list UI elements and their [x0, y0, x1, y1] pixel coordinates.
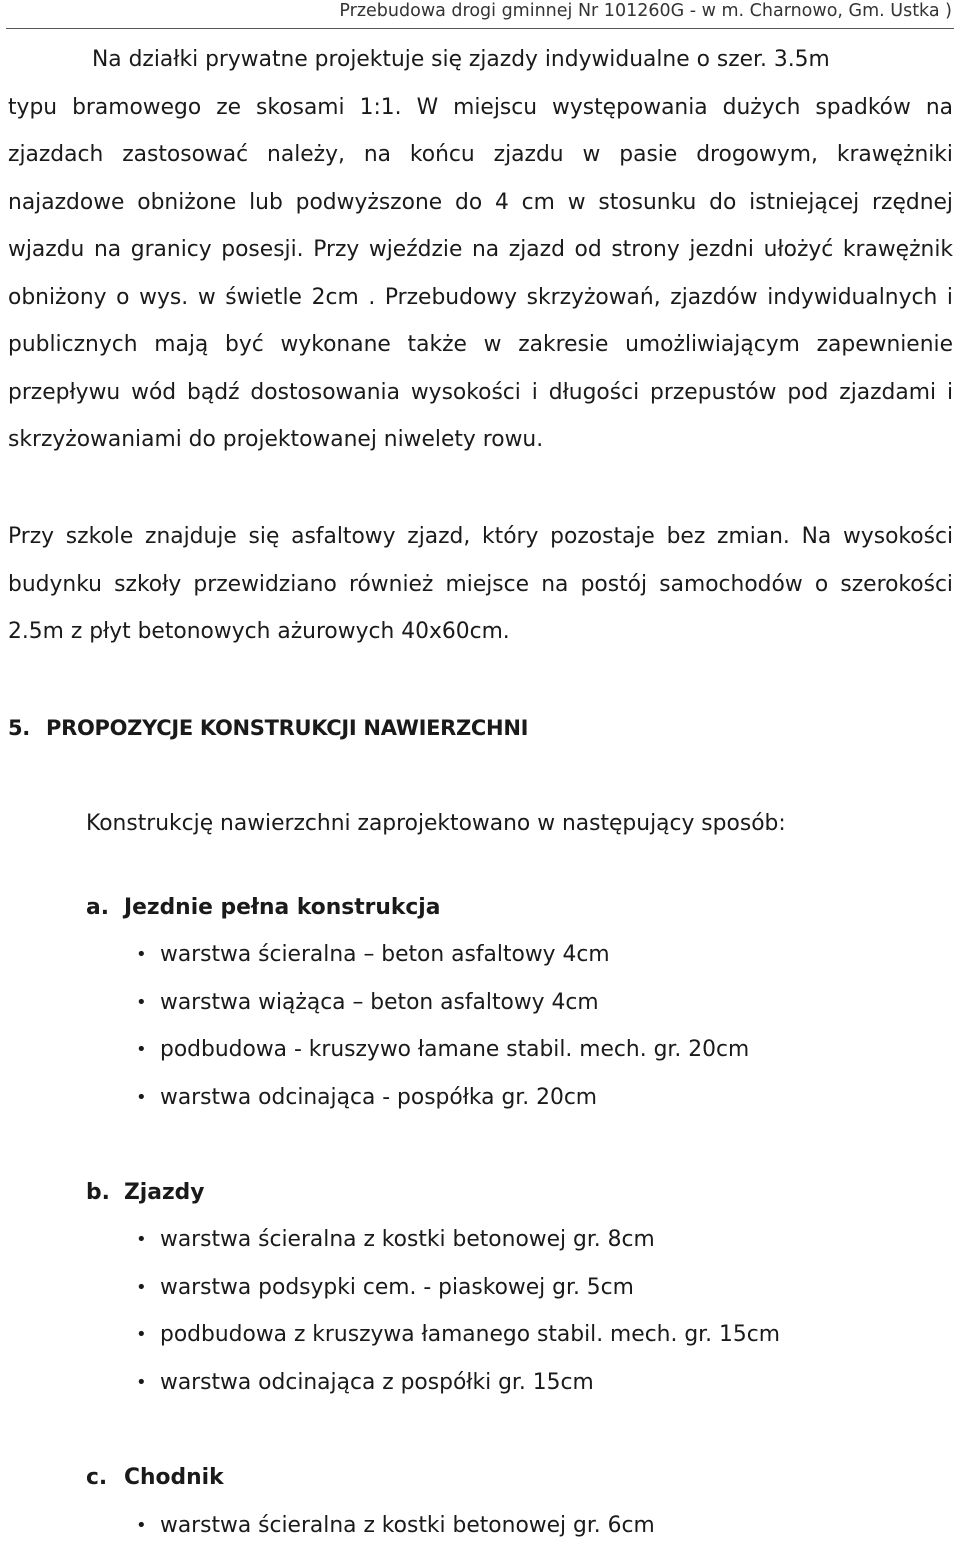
paragraph-school: [8, 513, 953, 656]
running-header: Przebudowa drogi gminnej Nr 101260G - w m. Charnowo, Gm. Ustka ): [339, 1, 952, 21]
layer-list-c: [136, 1508, 655, 1556]
bullet-icon: •: [136, 1229, 147, 1250]
list-item: [136, 1080, 749, 1128]
bullet-icon: •: [136, 1276, 147, 1298]
bullet-icon: •: [136, 944, 147, 965]
list-item: [136, 1222, 780, 1270]
list-item-text: podbudowa z kruszywa łamanego stabil. mech. gr. 15cm: [160, 1322, 780, 1347]
paragraph-continuation: typu bramowego ze skosami 1:1. W miejscu występowania dużych spadków na zjazdach zastosować należy, na końcu zjazdu w pasie drogowym, krawężniki najazdowe obniżone lub podwyższone do 4 cm w stosunku do istniejącej rzędnej wjazdu na granicy posesji. Przy wjeździe na zjazd od strony jezdni ułożyć krawężnik obniżony o wys. w świetle 2cm . Przebudowy skrzyżowań, zjazdów indywidualnych i publicznych mają być wykonane także w zakresie umożliwiającym zapewnienie przepływu wód bądź dostosowania wysokości i długości przepustów pod zjazdami i skrzyżowaniami do projektowanej niwelety rowu.: [8, 94, 953, 452]
section-title: PROPOZYCJE KONSTRUKCJI NAWIERZCHNI: [46, 716, 529, 740]
list-item-text: warstwa podsypki cem. - piaskowej gr. 5cm: [160, 1274, 634, 1300]
list-item: [136, 1508, 655, 1556]
layer-list-a: [136, 937, 749, 1127]
bullet-icon: •: [136, 1371, 147, 1393]
subsection-title: Chodnik: [124, 1465, 224, 1490]
list-item-text: podbudowa - kruszywo łamane stabil. mech. gr. 20cm: [160, 1037, 750, 1062]
section-heading: [8, 710, 528, 746]
section-intro: Konstrukcję nawierzchni zaprojektowano w następujący sposób:: [86, 811, 786, 836]
section-number: 5.: [8, 716, 30, 740]
list-item-text: warstwa odcinająca z pospółki gr. 15cm: [160, 1369, 594, 1395]
subsection-heading-c: [86, 1460, 224, 1496]
list-item-text: warstwa wiążąca – beton asfaltowy 4cm: [160, 989, 599, 1015]
list-item-text: warstwa ścieralna z kostki betonowej gr. 6cm: [160, 1513, 655, 1538]
list-item-text: warstwa ścieralna – beton asfaltowy 4cm: [160, 942, 610, 967]
list-item-text: warstwa ścieralna z kostki betonowej gr. 8cm: [160, 1227, 655, 1252]
list-item-text: warstwa odcinająca - pospółka gr. 20cm: [160, 1084, 598, 1110]
list-item: [136, 1270, 780, 1318]
list-item: [136, 985, 749, 1033]
header-rule: [6, 28, 954, 29]
list-item: [136, 1032, 749, 1080]
subsection-title: Zjazdy: [124, 1180, 205, 1205]
subsection-title: Jezdnie pełna konstrukcja: [124, 895, 441, 920]
bullet-icon: •: [136, 1086, 147, 1108]
subsection-letter: c.: [86, 1465, 108, 1490]
subsection-heading-b: [86, 1175, 204, 1211]
subsection-letter: b.: [86, 1180, 110, 1205]
list-item: [136, 1365, 780, 1413]
bullet-icon: •: [136, 1515, 147, 1536]
layer-list-b: [136, 1222, 780, 1412]
list-item: [136, 1317, 780, 1365]
bullet-icon: •: [136, 991, 147, 1013]
paragraph-school-text: Przy szkole znajduje się asfaltowy zjazd, który pozostaje bez zmian. Na wysokości budynku szkoły przewidziano również miejsce na postój samochodów o szerokości 2.5m z płyt betonowych ażurowych 40x60cm.: [8, 524, 953, 644]
list-item: [136, 937, 749, 985]
paragraph-first-line: Na działki prywatne projektuje się zjazdy indywidualne o szer. 3.5m: [92, 47, 830, 72]
subsection-heading-a: [86, 890, 441, 926]
bullet-icon: •: [136, 1324, 147, 1345]
paragraph-driveways: [8, 36, 953, 464]
bullet-icon: •: [136, 1039, 147, 1060]
subsection-letter: a.: [86, 895, 109, 920]
